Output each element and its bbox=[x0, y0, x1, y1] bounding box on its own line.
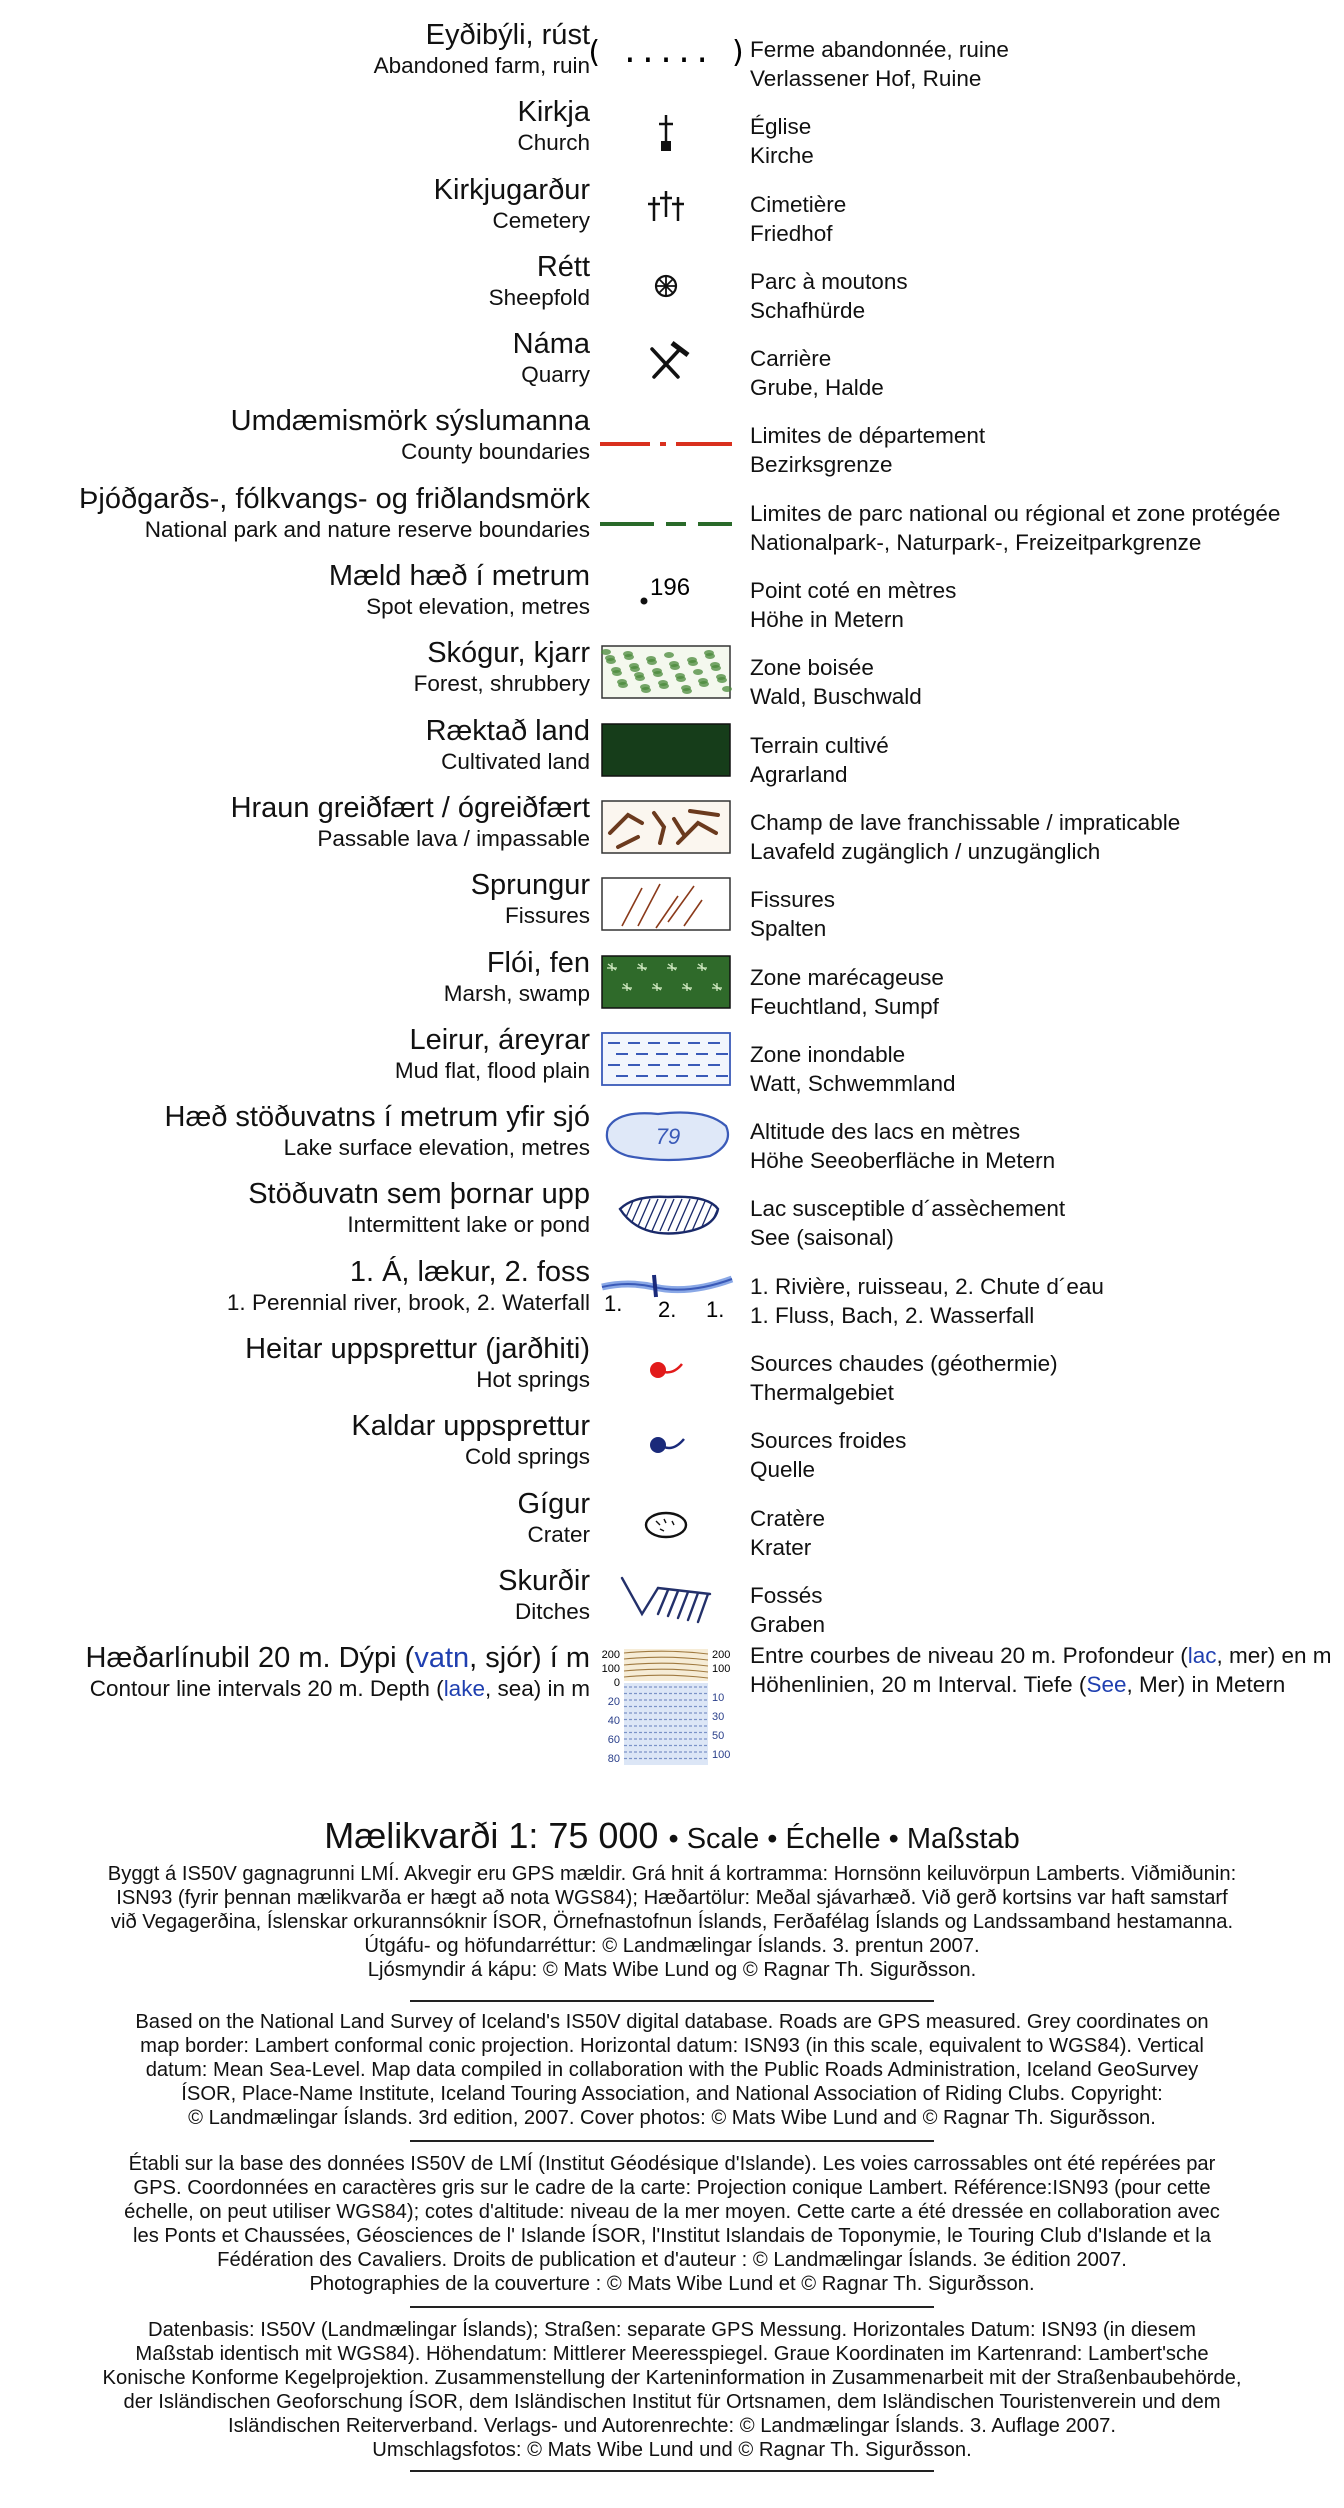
german-label: 1. Fluss, Bach, 2. Wasserfall bbox=[750, 1302, 1035, 1328]
french-label: Altitude des lacs en mètres bbox=[750, 1119, 1021, 1145]
legend-label-right bbox=[750, 267, 908, 325]
note-line: við Vegagerðina, Íslenskar orkurannsóknir ÍSOR, Örnefnastofnun Íslands, Ferðafélag Íslands og Landssamband hestamanna. bbox=[110, 1911, 1234, 1933]
legend-label-right bbox=[750, 499, 1280, 557]
legend-row bbox=[0, 173, 1344, 250]
legend-label-left bbox=[471, 868, 590, 930]
icelandic-label: Stöðuvatn sem þornar upp bbox=[248, 1178, 590, 1211]
legend-symbol bbox=[598, 716, 734, 778]
note-line: Ljósmyndir á kápu: © Mats Wibe Lund og © Ragnar Th. Sigurðsson. bbox=[367, 1959, 977, 1981]
sheepfold-icon bbox=[598, 252, 734, 314]
svg-text:1.: 1. bbox=[706, 1296, 725, 1322]
hot-spring-icon bbox=[598, 1334, 734, 1396]
french-label: Sources froides bbox=[750, 1428, 907, 1454]
legend-symbol bbox=[598, 793, 734, 855]
german-label: Krater bbox=[750, 1534, 812, 1560]
german-label: Spalten bbox=[750, 916, 827, 942]
german-label: Wald, Buschwald bbox=[750, 684, 922, 710]
legend-row bbox=[0, 714, 1344, 791]
note-line: Byggt á IS50V gagnagrunni LMÍ. Akvegir eru GPS mældir. Grá hnit á kortramma: Hornsönn keiluvörpun Lamberts. Viðmiðunin: bbox=[107, 1863, 1237, 1885]
legend-label-right bbox=[750, 35, 1009, 93]
legend-label-right bbox=[750, 576, 956, 634]
legend-symbol bbox=[598, 97, 734, 159]
icelandic-label: Heitar uppsprettur (jarðhiti) bbox=[245, 1333, 590, 1366]
note-line: Datenbasis: IS50V (Landmælingar Íslands); Straßen: separate GPS Messung. Horizontales Datum: ISN93 (in diesem bbox=[148, 2319, 1196, 2341]
legend-label-right bbox=[750, 421, 985, 479]
legend-row bbox=[0, 868, 1344, 945]
english-label: Crater bbox=[527, 1521, 590, 1547]
icelandic-label: 1. Á, lækur, 2. foss bbox=[349, 1255, 590, 1288]
icelandic-label: Kaldar uppsprettur bbox=[351, 1410, 590, 1443]
svg-text:20: 20 bbox=[607, 1696, 620, 1709]
english-label: Intermittent lake or pond bbox=[347, 1212, 590, 1238]
svg-text:( ..... ): ( ..... ) bbox=[584, 35, 748, 70]
legend-row-contour bbox=[0, 1641, 1344, 1801]
legend-label-right bbox=[750, 1581, 825, 1639]
svg-text:2.: 2. bbox=[658, 1296, 677, 1322]
contour-depth-swatch bbox=[598, 1647, 734, 1767]
legend-symbol bbox=[598, 1102, 734, 1164]
german-label: Grube, Halde bbox=[750, 375, 884, 401]
park-boundary-line bbox=[598, 484, 734, 546]
english-label: Fissures bbox=[504, 903, 590, 929]
cultivated-swatch bbox=[598, 716, 734, 778]
icelandic-notes bbox=[60, 1862, 1284, 1982]
legend-symbol bbox=[598, 175, 734, 237]
ruin-symbol bbox=[584, 20, 748, 82]
legend-label-right bbox=[750, 190, 846, 248]
french-label: Terrain cultivé bbox=[750, 732, 889, 758]
legend-label-right bbox=[750, 1349, 1058, 1407]
icelandic-label: Eyðibýli, rúst bbox=[425, 19, 590, 51]
legend-label-left bbox=[231, 404, 590, 466]
english-label: Church bbox=[517, 130, 590, 156]
legend-label-left bbox=[245, 1332, 590, 1394]
legend-label-left bbox=[329, 559, 590, 621]
svg-text:79: 79 bbox=[655, 1124, 681, 1150]
french-label: Parc à moutons bbox=[750, 268, 908, 294]
svg-text:100: 100 bbox=[712, 1663, 731, 1676]
icelandic-label: Mæld hæð í metrum bbox=[328, 560, 590, 593]
note-line: Établi sur la base des données IS50V de LMÍ (Institut Géodésique d'Islande). Les voies carrossables ont été repérées par bbox=[128, 2153, 1216, 2175]
crater-icon bbox=[598, 1489, 734, 1551]
legend-label-right bbox=[750, 1641, 1332, 1699]
english-label: Lake surface elevation, metres bbox=[283, 1135, 590, 1161]
english-notes bbox=[60, 2010, 1284, 2130]
legend-row bbox=[0, 1177, 1344, 1254]
icelandic-label: Hæð stöðuvatns í metrum yfir sjó bbox=[164, 1101, 590, 1134]
svg-text:80: 80 bbox=[607, 1753, 620, 1766]
icelandic-label: Þjóðgarðs-, fólkvangs- og friðlandsmörk bbox=[79, 482, 590, 515]
legend-label-right bbox=[750, 731, 889, 789]
german-label: Quelle bbox=[750, 1457, 816, 1483]
note-line: Fédération des Cavaliers. Droits de publication et d'auteur : © Landmælingar Íslands. 3e édition 2007. bbox=[217, 2249, 1127, 2271]
divider bbox=[410, 2000, 934, 2002]
legend-label-left bbox=[231, 791, 590, 853]
svg-text:200: 200 bbox=[712, 1649, 731, 1662]
legend-row bbox=[0, 1023, 1344, 1100]
english-label: County boundaries bbox=[401, 439, 590, 465]
french-label: Zone marécageuse bbox=[750, 964, 944, 990]
legend-label-left bbox=[79, 482, 590, 544]
legend-symbol bbox=[598, 1411, 734, 1473]
legend-label-left bbox=[498, 1564, 590, 1626]
french-label: Cratère bbox=[750, 1505, 826, 1531]
svg-text:10: 10 bbox=[712, 1692, 725, 1705]
legend-row bbox=[0, 1409, 1344, 1486]
legend-label-left bbox=[165, 1100, 590, 1162]
english-label: Quarry bbox=[521, 362, 590, 388]
icelandic-label: Rétt bbox=[536, 250, 590, 283]
french-label: Zone boisée bbox=[750, 655, 874, 681]
english-label: Cemetery bbox=[492, 207, 590, 233]
german-label: Nationalpark-, Naturpark-, Freizeitparkgrenze bbox=[750, 529, 1202, 555]
german-label: Schafhürde bbox=[750, 297, 866, 323]
legend-symbol bbox=[598, 484, 734, 546]
spot-elevation-symbol bbox=[598, 561, 734, 623]
note-line: Umschlagsfotos: © Mats Wibe Lund und © Ragnar Th. Sigurðsson. bbox=[372, 2439, 972, 2461]
svg-text:196: 196 bbox=[650, 574, 691, 602]
svg-text:30: 30 bbox=[712, 1711, 725, 1724]
icelandic-label: Flói, fen bbox=[486, 946, 590, 979]
legend-symbol bbox=[598, 252, 734, 314]
legend-row bbox=[0, 559, 1344, 636]
legend-row bbox=[0, 1100, 1344, 1177]
french-label: Fossés bbox=[750, 1582, 823, 1608]
english-label: Sheepfold bbox=[488, 284, 590, 310]
intermittent-lake-symbol bbox=[598, 1179, 734, 1241]
legend-label-left bbox=[395, 1023, 590, 1085]
legend-label-left bbox=[444, 946, 590, 1008]
french-notes bbox=[60, 2152, 1284, 2296]
french-label: Fissures bbox=[750, 887, 836, 913]
legend-symbol bbox=[598, 638, 734, 700]
german-label: Friedhof bbox=[750, 220, 833, 246]
german-label: Höhe in Metern bbox=[750, 607, 904, 633]
english-label: Contour line intervals 20 m. Depth (lake, sea) in m bbox=[89, 1676, 590, 1702]
note-line: Isländischen Reiterverband. Verlags- und Autorenrechte: © Landmælingar Íslands. 3. Auflage 2007. bbox=[228, 2415, 1116, 2437]
note-line: der Isländischen Geoforschung ÍSOR, dem Isländischen Institut für Ortsnamen, dem Isländischen Touristenverein und dem bbox=[123, 2391, 1221, 2413]
lava-swatch bbox=[598, 793, 734, 855]
german-label: Höhe Seeoberfläche in Metern bbox=[750, 1148, 1056, 1174]
legend-row bbox=[0, 791, 1344, 868]
legend-label-right bbox=[750, 1194, 1065, 1252]
german-label: Bezirksgrenze bbox=[750, 452, 893, 478]
legend-label-right bbox=[750, 885, 835, 943]
icelandic-label: Hæðarlínubil 20 m. Dýpi (vatn, sjór) í m bbox=[85, 1642, 590, 1675]
german-label: See (saisonal) bbox=[750, 1225, 894, 1251]
french-label: 1. Rivière, ruisseau, 2. Chute d´eau bbox=[750, 1273, 1104, 1299]
english-label: Cold springs bbox=[464, 1444, 590, 1470]
english-label: Abandoned farm, ruin bbox=[373, 53, 590, 78]
icelandic-label: Náma bbox=[512, 328, 590, 361]
legend-row bbox=[0, 250, 1344, 327]
county-boundary-line bbox=[598, 406, 734, 468]
divider bbox=[410, 2306, 934, 2308]
note-line: ISN93 (fyrir þennan mælikvarða er hægt að nota WGS84); Hæðartölur: Meðal sjávarhæð. Við gerð kortsins var haft samstarf bbox=[116, 1887, 1228, 1909]
german-label: Feuchtland, Sumpf bbox=[750, 993, 939, 1019]
legend-label-right bbox=[750, 1040, 955, 1098]
ditches-icon bbox=[598, 1566, 734, 1628]
legend-label-right bbox=[750, 963, 944, 1021]
legend-label-left bbox=[517, 95, 590, 157]
legend-symbol bbox=[584, 20, 748, 82]
french-label: Carrière bbox=[750, 346, 832, 372]
german-label: Kirche bbox=[750, 143, 814, 169]
icelandic-label: Gígur bbox=[517, 1487, 590, 1520]
english-label: Forest, shrubbery bbox=[413, 671, 590, 697]
legend-symbol bbox=[598, 1179, 734, 1241]
church-icon bbox=[598, 97, 734, 159]
divider bbox=[410, 2470, 934, 2472]
english-label: Spot elevation, metres bbox=[366, 594, 590, 620]
svg-text:100: 100 bbox=[712, 1749, 731, 1762]
note-line: Photographies de la couverture : © Mats Wibe Lund et © Ragnar Th. Sigurðsson. bbox=[309, 2273, 1035, 2295]
german-label: Höhenlinien, 20 m Interval. Tiefe (See, Mer) in Metern bbox=[750, 1672, 1286, 1698]
legend-label-left bbox=[248, 1177, 590, 1239]
english-label: National park and nature reserve boundaries bbox=[144, 516, 590, 542]
note-line: échelle, on peut utiliser WGS84); cotes d'altitude: niveau de la mer moyen. Cette carte a été dressée en collaboration avec bbox=[124, 2201, 1220, 2223]
french-label: Sources chaudes (géothermie) bbox=[750, 1351, 1058, 1377]
legend-symbol bbox=[598, 1489, 734, 1551]
note-line: © Landmælingar Íslands. 3rd edition, 2007. Cover photos: © Mats Wibe Lund and © Ragnar Th. Sigurðsson. bbox=[188, 2107, 1156, 2129]
legend-label-left bbox=[426, 714, 590, 776]
french-label: Limites de département bbox=[750, 423, 986, 449]
german-label: Graben bbox=[750, 1611, 826, 1637]
english-label: Hot springs bbox=[476, 1367, 590, 1393]
river-waterfall-symbol bbox=[598, 1257, 734, 1322]
legend-label-left bbox=[351, 1409, 590, 1471]
legend-symbol bbox=[598, 1257, 734, 1322]
legend-symbol bbox=[598, 561, 734, 623]
legend-symbol bbox=[598, 1025, 734, 1087]
french-label: Cimetière bbox=[750, 191, 847, 217]
icelandic-label: Hraun greiðfært / ógreiðfært bbox=[230, 791, 590, 824]
icelandic-label: Sprungur bbox=[470, 869, 590, 902]
legend-label-left bbox=[434, 173, 590, 235]
svg-text:60: 60 bbox=[607, 1734, 620, 1747]
legend-symbol bbox=[598, 406, 734, 468]
note-line: datum: Mean Sea-Level. Map data compiled in collaboration with the Public Roads Administration, Iceland GeoSurvey bbox=[145, 2059, 1199, 2081]
icelandic-label: Kirkjugarður bbox=[433, 173, 590, 206]
scale-main: Mælikvarði 1: 75 000 bbox=[324, 1815, 659, 1856]
map-legend bbox=[0, 18, 1344, 1801]
legend-row bbox=[0, 404, 1344, 481]
note-line: les Ponts et Chaussées, Géosciences de l' Islande ÍSOR, l'Institut Islandais de Toponymie, le Touring Club d'Islande et la bbox=[133, 2225, 1211, 2247]
legend-label-right bbox=[750, 344, 884, 402]
english-label: Mud flat, flood plain bbox=[394, 1057, 590, 1083]
legend-label-left bbox=[489, 250, 590, 312]
french-label: Ferme abandonnée, ruine bbox=[750, 37, 1009, 62]
note-line: GPS. Coordonnées en caractères gris sur le cadre de la carte: Projection conique Lambert. Référence:ISN93 (pour cette bbox=[133, 2177, 1211, 2199]
icelandic-label: Umdæmismörk sýslumanna bbox=[230, 405, 590, 438]
french-label: Point coté en mètres bbox=[750, 578, 957, 604]
svg-text:40: 40 bbox=[607, 1715, 620, 1728]
cold-spring-icon bbox=[598, 1411, 734, 1473]
french-label: Église bbox=[750, 114, 812, 140]
fissures-swatch bbox=[598, 870, 734, 932]
legend-row bbox=[0, 636, 1344, 713]
svg-text:100: 100 bbox=[601, 1663, 620, 1676]
svg-text:0: 0 bbox=[613, 1677, 620, 1690]
forest-swatch bbox=[598, 638, 734, 700]
icelandic-label: Skógur, kjarr bbox=[427, 637, 590, 670]
legend-label-left bbox=[414, 636, 590, 698]
legend-symbol bbox=[598, 329, 734, 391]
divider bbox=[410, 2140, 934, 2142]
english-label: Ditches bbox=[514, 1598, 590, 1624]
legend-row bbox=[0, 482, 1344, 559]
icelandic-label: Ræktað land bbox=[425, 714, 590, 747]
note-line: ÍSOR, Place-Name Institute, Iceland Touring Association, and National Association of Riding Clubs. Copyright: bbox=[181, 2083, 1163, 2105]
french-label: Zone inondable bbox=[750, 1041, 906, 1067]
legend-symbol bbox=[598, 1647, 734, 1767]
legend-label-left bbox=[517, 1487, 590, 1549]
french-label: Limites de parc national ou régional et zone protégée bbox=[750, 500, 1281, 526]
legend-row bbox=[0, 946, 1344, 1023]
legend-label-left bbox=[86, 1641, 590, 1703]
legend-label-right bbox=[750, 112, 814, 170]
legend-label-right bbox=[750, 1426, 906, 1484]
french-label: Champ de lave franchissable / impraticable bbox=[750, 809, 1181, 835]
legend-row bbox=[0, 95, 1344, 172]
german-label: Thermalgebiet bbox=[750, 1380, 894, 1406]
legend-label-left bbox=[513, 327, 590, 389]
legend-row bbox=[0, 1332, 1344, 1409]
lake-elevation-symbol bbox=[598, 1102, 734, 1164]
scale-rest: • Scale • Échelle • Maßstab bbox=[668, 1823, 1020, 1855]
legend-symbol bbox=[598, 1566, 734, 1628]
german-label: Watt, Schwemmland bbox=[750, 1070, 956, 1096]
cemetery-icon bbox=[598, 175, 734, 237]
english-label: Passable lava / impassable bbox=[317, 825, 590, 851]
german-label: Agrarland bbox=[750, 761, 848, 787]
note-line: Based on the National Land Survey of Iceland's IS50V digital database. Roads are GPS measured. Grey coordinates on bbox=[135, 2011, 1209, 2033]
icelandic-label: Kirkja bbox=[517, 96, 590, 129]
german-label: Verlassener Hof, Ruine bbox=[750, 66, 982, 91]
legend-label-left bbox=[374, 18, 590, 80]
note-line: map border: Lambert conformal conic projection. Horizontal datum: ISN93 (in this scale, equivalent to WGS84). Vertical bbox=[140, 2035, 1204, 2057]
english-label: Cultivated land bbox=[441, 748, 590, 774]
legend-symbol bbox=[598, 948, 734, 1010]
legend-label-right bbox=[750, 1272, 1104, 1330]
legend-symbol bbox=[598, 870, 734, 932]
mudflat-swatch bbox=[598, 1025, 734, 1087]
marsh-swatch bbox=[598, 948, 734, 1010]
english-label: Marsh, swamp bbox=[443, 980, 590, 1006]
legend-row bbox=[0, 1255, 1344, 1332]
legend-label-right bbox=[750, 808, 1180, 866]
note-line: Konische Konforme Kegelprojektion. Zusammenstellung der Karteninformation in Zusammenarbeit mit der Straßenbaubehörde, bbox=[102, 2367, 1242, 2389]
legend-row bbox=[0, 327, 1344, 404]
french-label: Lac susceptible d´assèchement bbox=[750, 1196, 1066, 1222]
german-label: Lavafeld zugänglich / unzugänglich bbox=[750, 838, 1101, 864]
svg-text:50: 50 bbox=[712, 1730, 725, 1743]
legend-label-right bbox=[750, 653, 922, 711]
legend-label-right bbox=[750, 1117, 1055, 1175]
english-label: 1. Perennial river, brook, 2. Waterfall bbox=[226, 1289, 590, 1315]
note-line: Maßstab identisch mit WGS84). Höhendatum: Mittlerer Meeresspiegel. Graue Koordinaten im Kartenrand: Lambert'sche bbox=[135, 2343, 1209, 2365]
svg-text:200: 200 bbox=[601, 1649, 620, 1662]
quarry-icon bbox=[598, 329, 734, 391]
scale-title bbox=[0, 1815, 1344, 1857]
french-label: Entre courbes de niveau 20 m. Profondeur (lac, mer) en m bbox=[750, 1643, 1332, 1669]
legend-row bbox=[0, 1487, 1344, 1564]
icelandic-label: Leirur, áreyrar bbox=[409, 1023, 590, 1056]
icelandic-label: Skurðir bbox=[498, 1564, 590, 1597]
svg-text:1.: 1. bbox=[604, 1290, 623, 1316]
note-line: Útgáfu- og höfundarréttur: © Landmælingar Íslands. 3. prentun 2007. bbox=[364, 1935, 980, 1957]
legend-row bbox=[0, 1564, 1344, 1641]
legend-label-left bbox=[227, 1255, 590, 1317]
legend-row bbox=[0, 18, 1344, 95]
legend-symbol bbox=[598, 1334, 734, 1396]
legend-label-right bbox=[750, 1504, 825, 1562]
german-notes bbox=[60, 2318, 1284, 2462]
